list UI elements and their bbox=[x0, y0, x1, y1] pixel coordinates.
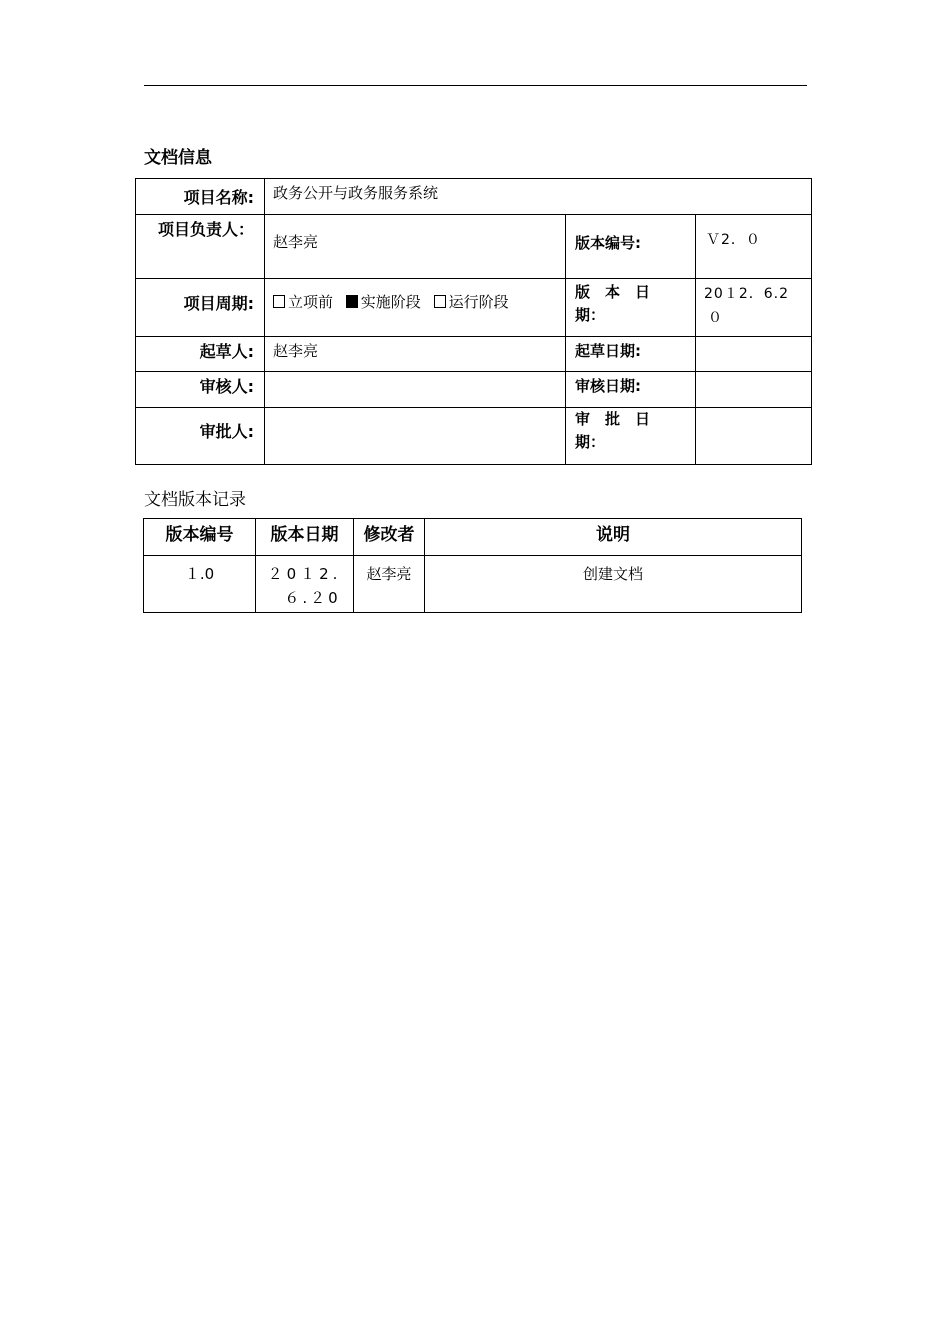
version-no-label: 版本编号: bbox=[566, 215, 696, 279]
approve-date-value bbox=[696, 408, 812, 465]
version-date-value: 20１2．6.2 ０ bbox=[696, 279, 812, 337]
row-author: 赵李亮 bbox=[354, 556, 425, 613]
project-name-label: 项目名称: bbox=[136, 179, 265, 215]
reviewer-label: 审核人: bbox=[136, 372, 265, 408]
project-name-value: 政务公开与政务服务系统 bbox=[265, 179, 812, 215]
checkbox-empty-icon bbox=[273, 295, 285, 308]
cycle-option-impl[interactable]: 实施阶段 bbox=[346, 293, 421, 311]
review-date-value bbox=[696, 372, 812, 408]
approver-value bbox=[265, 408, 566, 465]
col-header-version: 版本编号 bbox=[144, 519, 256, 556]
version-no-value: Ｖ2．０ bbox=[696, 215, 812, 279]
drafter-value: 赵李亮 bbox=[265, 337, 566, 372]
cycle-options bbox=[265, 279, 566, 337]
doc-info-table bbox=[135, 178, 812, 465]
checkbox-empty-icon bbox=[434, 295, 446, 308]
doc-info-heading: 文档信息 bbox=[144, 148, 212, 168]
version-record-heading: 文档版本记录 bbox=[144, 490, 246, 510]
review-date-label: 审核日期: bbox=[566, 372, 696, 408]
cycle-option-pre[interactable]: 立项前 bbox=[273, 293, 333, 311]
approver-label: 审批人: bbox=[136, 408, 265, 465]
cycle-label: 项目周期: bbox=[136, 279, 265, 337]
reviewer-value bbox=[265, 372, 566, 408]
draft-date-label: 起草日期: bbox=[566, 337, 696, 372]
cycle-option-run[interactable]: 运行阶段 bbox=[434, 293, 509, 311]
version-record-table bbox=[143, 518, 802, 613]
row-date: ２0１2. ６.２0 bbox=[256, 556, 354, 613]
approve-date-label: 审 批 日 期： bbox=[566, 408, 696, 465]
row-note: 创建文档 bbox=[425, 556, 802, 613]
version-date-label: 版 本 日 期： bbox=[566, 279, 696, 337]
draft-date-value bbox=[696, 337, 812, 372]
col-header-note: 说明 bbox=[425, 519, 802, 556]
header-rule bbox=[144, 85, 807, 86]
col-header-date: 版本日期 bbox=[256, 519, 354, 556]
table-row bbox=[144, 556, 802, 613]
owner-label: 项目负责人： bbox=[136, 215, 265, 279]
checkbox-filled-icon bbox=[346, 295, 358, 308]
row-version: １.0 bbox=[144, 556, 256, 613]
drafter-label: 起草人: bbox=[136, 337, 265, 372]
col-header-author: 修改者 bbox=[354, 519, 425, 556]
owner-value: 赵李亮 bbox=[265, 215, 566, 279]
